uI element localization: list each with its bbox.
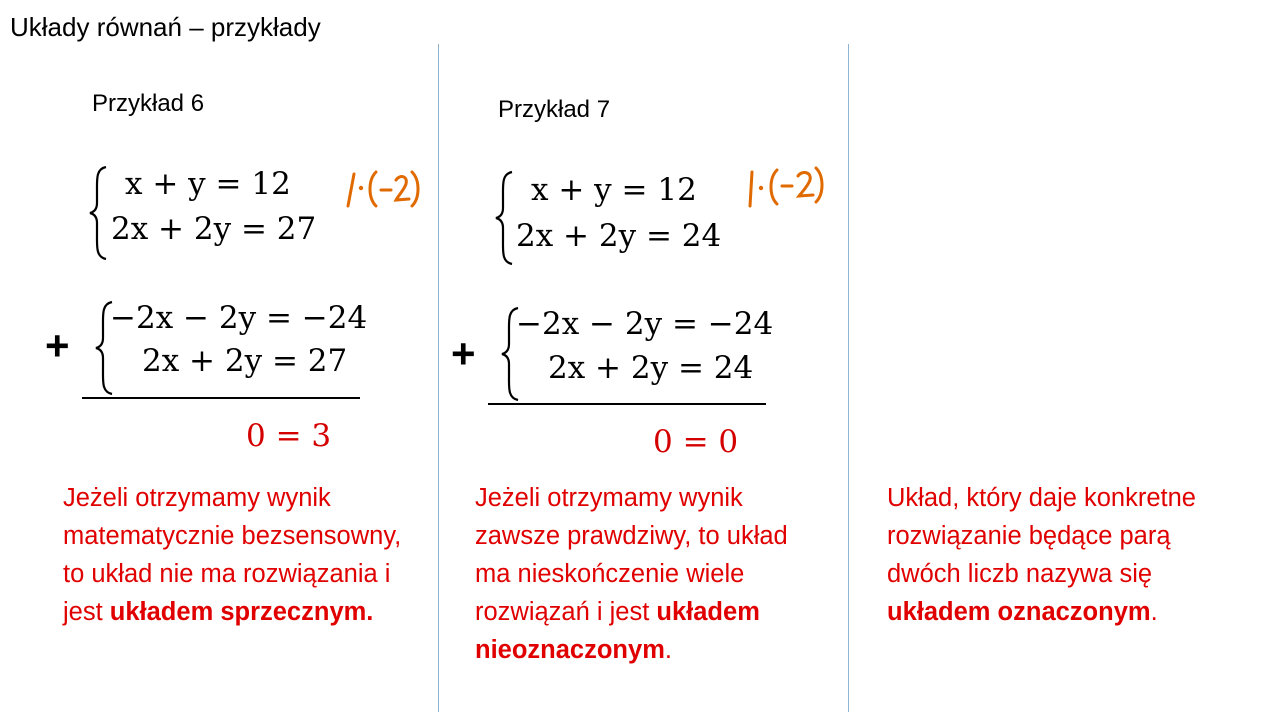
example-6-transformed-1: −2x − 2y = −24 [110,300,368,336]
example-6-transformed-2: 2x + 2y = 27 [142,343,348,379]
brace-icon [88,165,110,261]
column-divider-1 [438,44,439,712]
example-7-transformed-1: −2x − 2y = −24 [516,306,774,342]
example-7-equation-1: x + y = 12 [531,172,697,208]
example-6-equation-2: 2x + 2y = 27 [111,211,317,247]
example-7-multiplier [744,164,828,215]
example-6-note: Jeżeli otrzymamy wynik matematycznie bezsensowny, to układ nie ma rozwiązania i jest układem sprzecznym. [63,484,402,626]
sum-line [488,403,766,405]
example-7-result: 0 = 0 [653,424,739,460]
example-7-equation-2: 2x + 2y = 24 [516,218,722,254]
plus-sign: + [45,322,70,369]
example-7-label: Przykład 7 [498,96,611,123]
brace-icon [494,170,516,266]
determined-system-note: Układ, który daje konkretne rozwiązanie będące parą dwóch liczb nazywa się układem oznaczonym. [887,484,1196,626]
sum-line [82,397,360,399]
example-6-result: 0 = 3 [246,418,332,454]
example-7-transformed-2: 2x + 2y = 24 [548,350,754,386]
example-6-equation-1: x + y = 12 [125,166,291,202]
page-title: Układy równań – przykłady [10,12,321,42]
example-6-label: Przykład 6 [92,90,205,117]
example-6-multiplier [344,166,424,217]
plus-sign: + [451,330,476,377]
example-7-note: Jeżeli otrzymamy wynik zawsze prawdziwy, to układ ma nieskończenie wiele rozwiązań i jest układem nieoznaczonym. [475,484,788,664]
column-divider-2 [848,44,849,712]
